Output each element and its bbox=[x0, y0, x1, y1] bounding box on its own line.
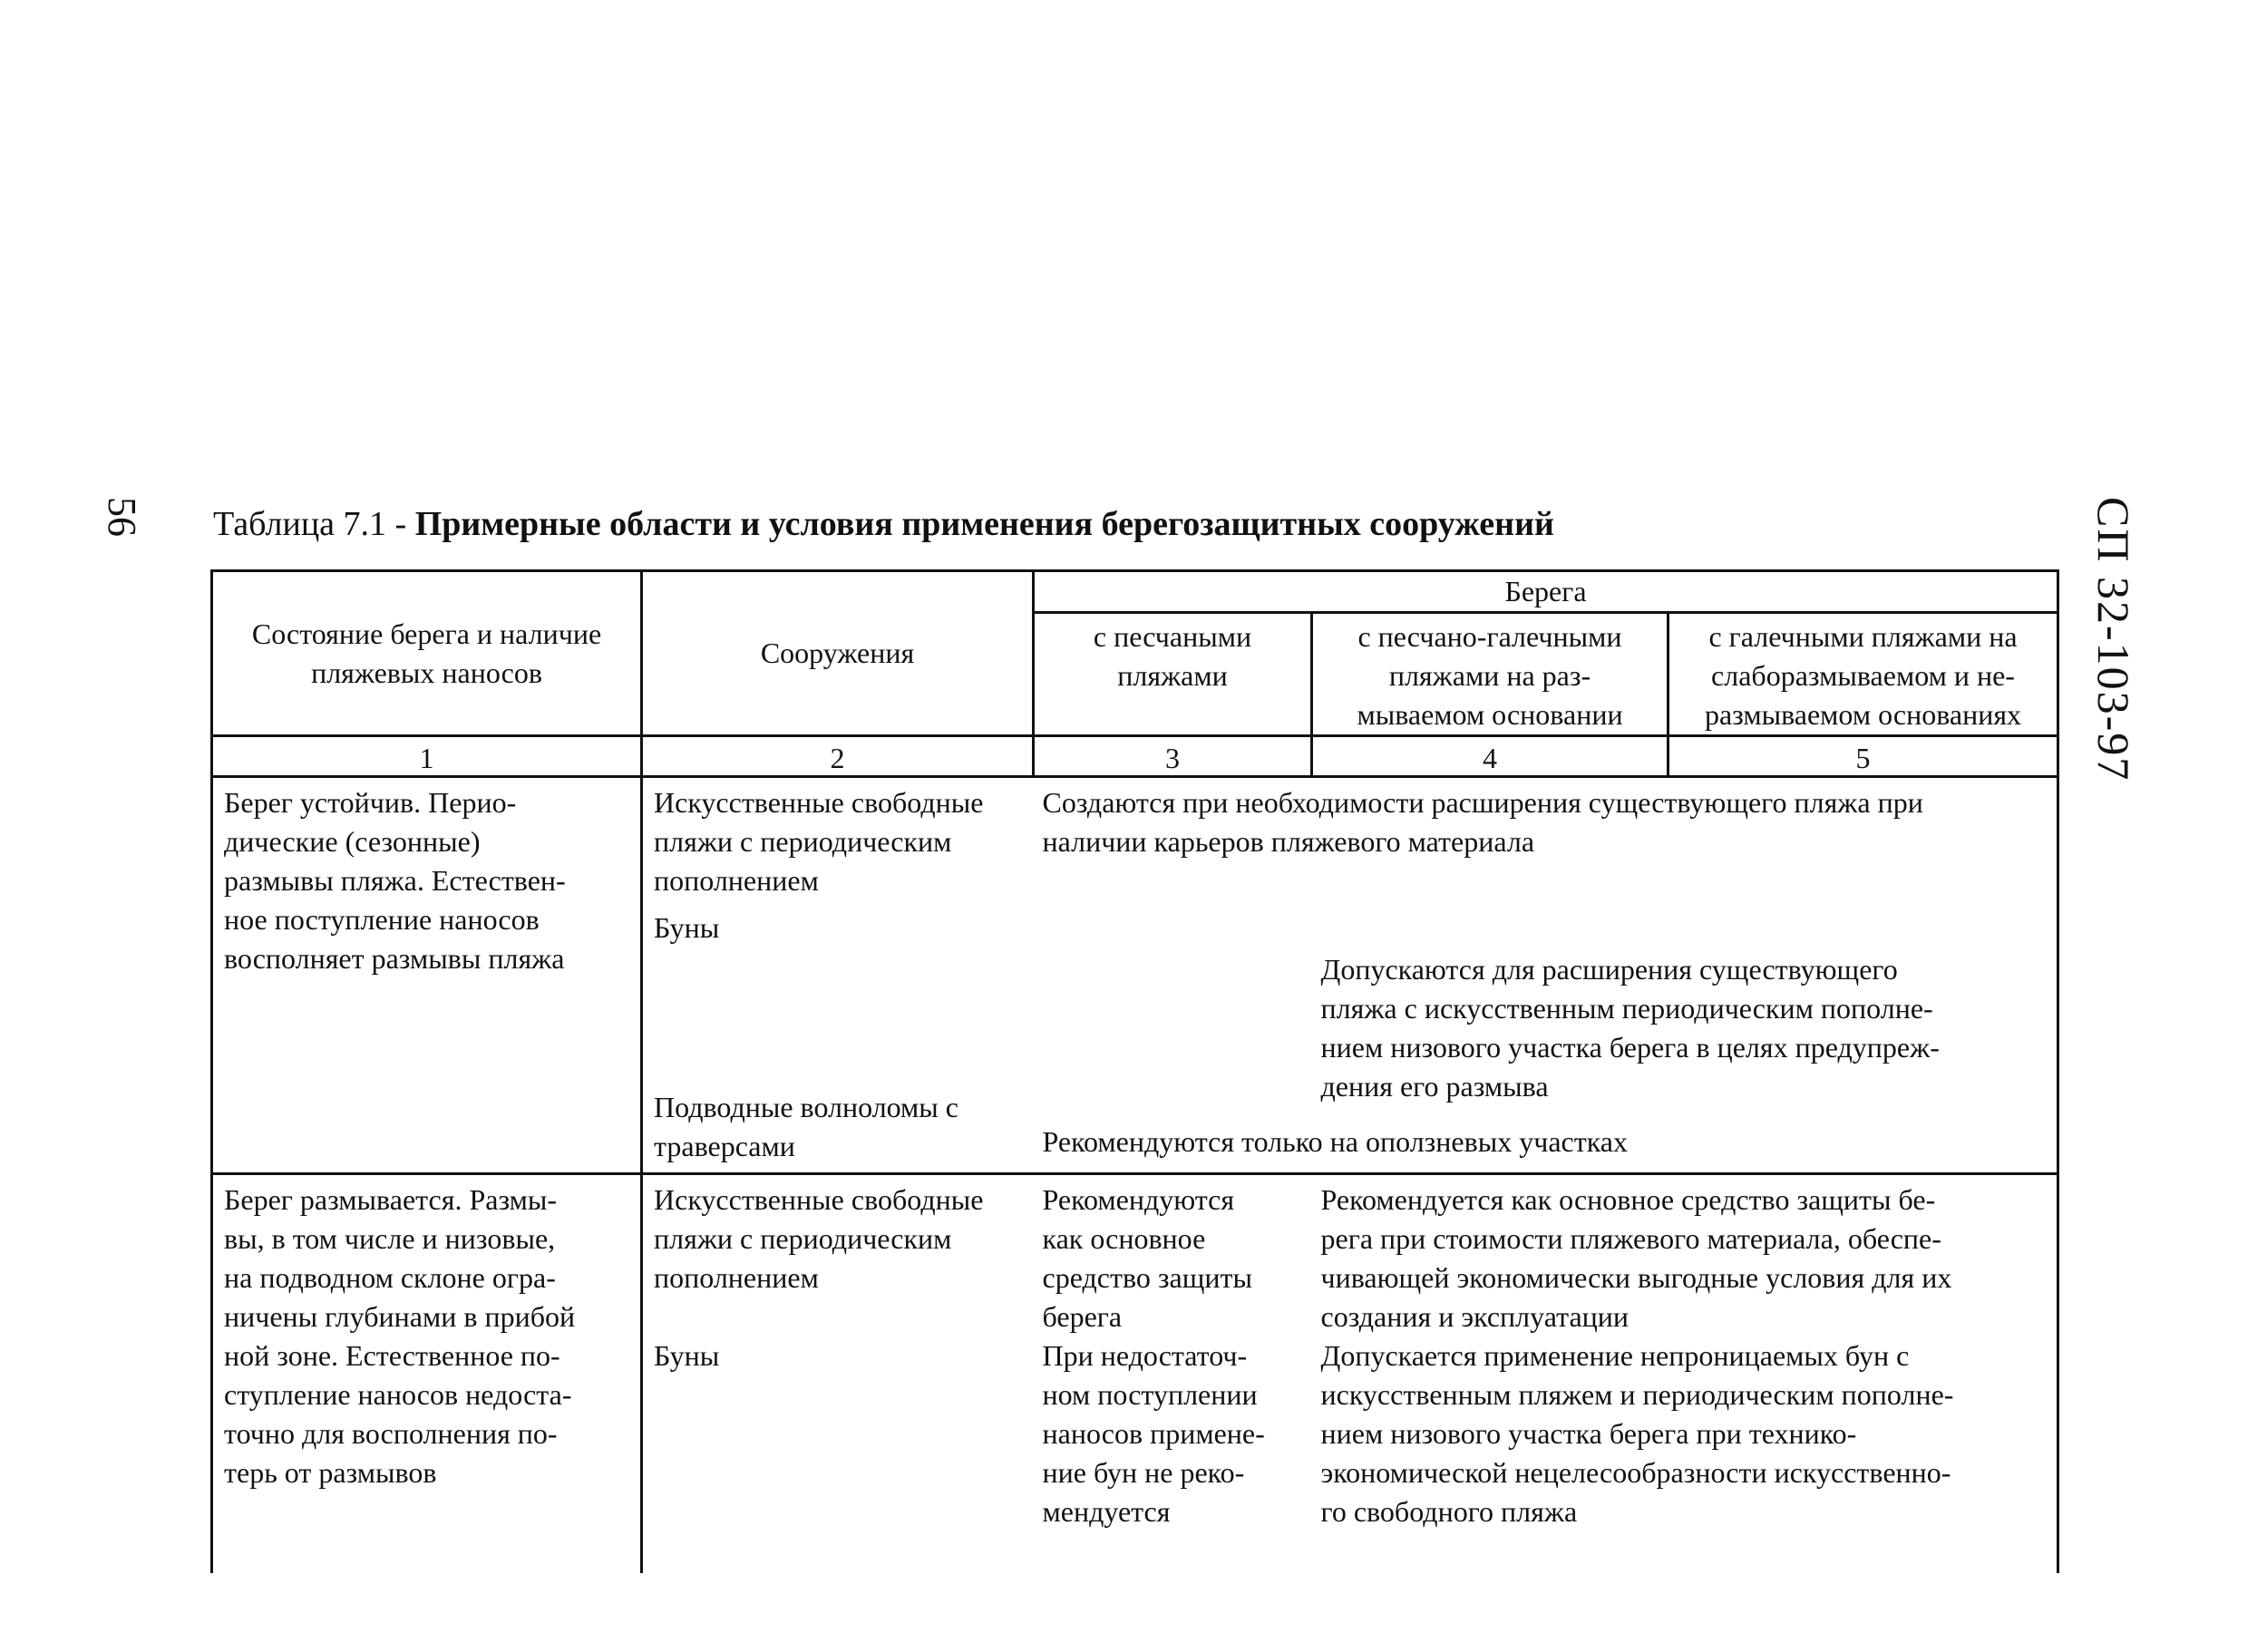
header-sandy: с песчаными пляжами bbox=[1034, 613, 1312, 736]
caption-prefix: Таблица 7.1 - bbox=[213, 505, 415, 543]
header-shores-group: Берега bbox=[1034, 571, 2058, 613]
row2-text-groynes: Допускается применение непроницаемых бун с искусственным пляжем и периодическим пополне- нием низового участка берега при технико- экономической нецелесообразности искусственно- го свободного пляжа bbox=[1320, 1339, 1954, 1528]
row1-shores bbox=[1034, 777, 2058, 1174]
row2-state: Берег размывается. Размы- вы, в том числе и низовые, на подводном склоне огра- ничены глубинами в прибой ной зоне. Естественное по- ступление наносов недоста- точно для восполнения по- терь от размывов bbox=[212, 1174, 642, 1573]
caption-title: Примерные области и условия применения берегозащитных сооружений bbox=[414, 505, 1554, 543]
row2-other-shores bbox=[1312, 1174, 2058, 1573]
row1-structure-breakwaters: Подводные волноломы с траверсами bbox=[654, 1091, 958, 1162]
row2-structure-groynes: Буны bbox=[654, 1339, 720, 1372]
row2-sandy-beaches: Рекомендуются как основное средство защиты берега bbox=[1042, 1183, 1252, 1333]
header-state: Состояние берега и наличие пляжевых наносов bbox=[212, 571, 642, 736]
table-caption bbox=[213, 504, 1554, 544]
row2-sandy-groynes: При недостаточ- ном поступлении наносов примене- ние бун не реко- мендуется bbox=[1042, 1339, 1265, 1528]
table-row bbox=[212, 1174, 2058, 1573]
table-row bbox=[212, 777, 2058, 1174]
header-pebble: с галечными пляжами на слаборазмываемом и не- размываемом основаниях bbox=[1668, 613, 2058, 736]
header-sand-pebble: с песчано-галечными пляжами на раз- мываемом основании bbox=[1312, 613, 1668, 736]
row2-sandy bbox=[1034, 1174, 1312, 1573]
row1-text-groynes: Допускаются для расширения существующего пляжа с искусственным периодическим пополне- нием низового участка берега в целях предупреж- дения его размыва bbox=[1320, 953, 1940, 1103]
header-structures: Сооружения bbox=[642, 571, 1034, 736]
row1-text-beaches: Создаются при необходимости расширения существующего пляжа при наличии карьеров пляжевого материала bbox=[1042, 786, 1923, 858]
row1-structure-groynes: Буны bbox=[654, 911, 720, 944]
row2-text-beaches: Рекомендуется как основное средство защиты бе- рега при стоимости пляжевого материала, обеспе- чивающей экономически выгодные условия для их создания и эксплуатации bbox=[1320, 1183, 1952, 1333]
row1-structure-beaches: Искусственные свободные пляжи с периодическим пополнением bbox=[654, 786, 984, 897]
col-number-2: 2 bbox=[642, 736, 1034, 777]
col-number-4: 4 bbox=[1312, 736, 1668, 777]
structures-table bbox=[210, 569, 2059, 1573]
col-number-3: 3 bbox=[1034, 736, 1312, 777]
row1-structures bbox=[642, 777, 1034, 1174]
col-number-1: 1 bbox=[212, 736, 642, 777]
page-number: 56 bbox=[100, 497, 144, 537]
document-code: СП 32-103-97 bbox=[2088, 497, 2139, 782]
row2-structure-beaches: Искусственные свободные пляжи с периодическим пополнением bbox=[654, 1183, 984, 1294]
col-number-5: 5 bbox=[1668, 736, 2058, 777]
row1-text-breakwaters: Рекомендуются только на оползневых участках bbox=[1042, 1125, 1628, 1158]
row1-state: Берег устойчив. Перио- дические (сезонные) размывы пляжа. Естествен- ное поступление наносов восполняет размывы пляжа bbox=[212, 777, 642, 1174]
row2-structures bbox=[642, 1174, 1034, 1573]
